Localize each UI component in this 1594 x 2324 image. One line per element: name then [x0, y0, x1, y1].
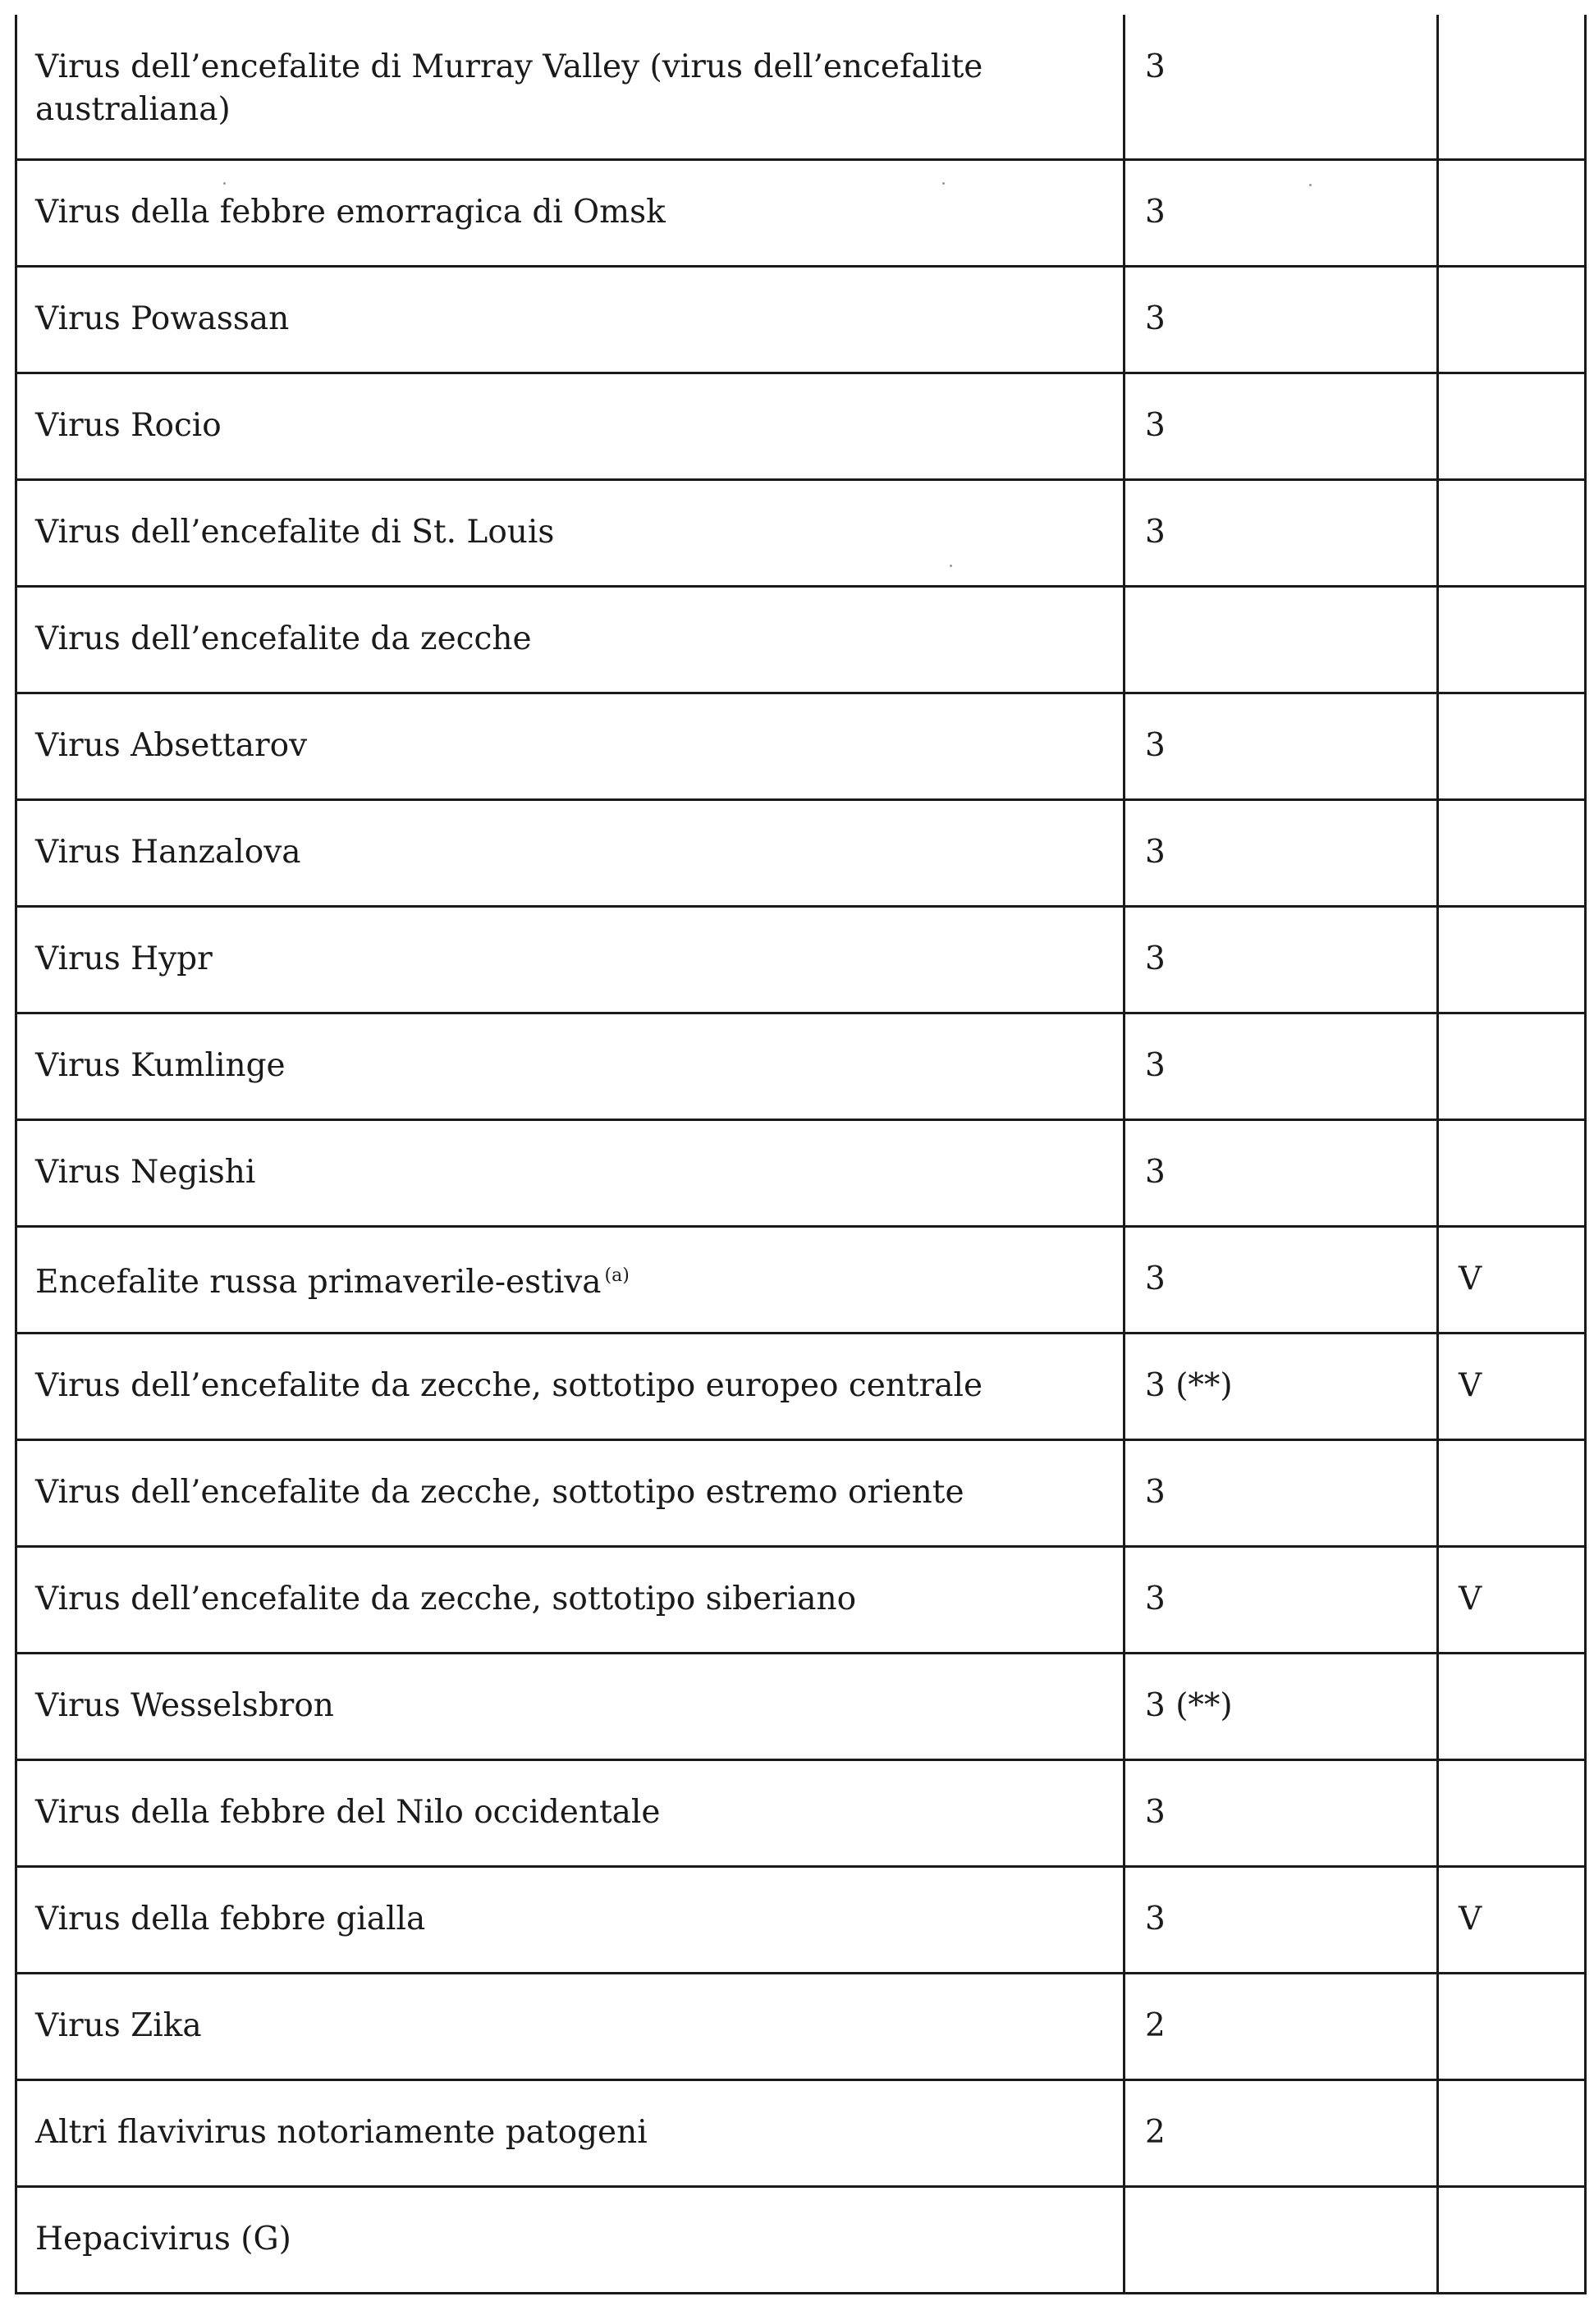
table-row — [16, 1013, 1586, 1119]
table-row — [16, 1973, 1586, 2079]
risk-group: 3 — [1125, 159, 1438, 266]
table-row — [16, 1759, 1586, 1866]
risk-group: 3 — [1125, 1119, 1438, 1226]
risk-group — [1125, 586, 1438, 693]
table-row — [16, 693, 1586, 799]
agent-name: Virus della febbre del Nilo occidentale — [16, 1759, 1125, 1866]
table-row — [16, 1439, 1586, 1546]
agent-name: Virus dell’encefalite da zecche, sottotipo europeo centrale — [16, 1333, 1125, 1439]
risk-group: 3 — [1125, 1226, 1438, 1333]
vaccine-mark — [1438, 1439, 1586, 1546]
vaccine-mark — [1438, 2079, 1586, 2186]
table-row — [16, 799, 1586, 906]
risk-group: 3 (**) — [1125, 1333, 1438, 1439]
table-row — [16, 2079, 1586, 2186]
agent-name: Virus Wesselsbron — [16, 1653, 1125, 1759]
table-row — [16, 1546, 1586, 1653]
vaccine-mark — [1438, 693, 1586, 799]
vaccine-mark — [1438, 159, 1586, 266]
table-row — [16, 1119, 1586, 1226]
risk-group: 3 — [1125, 1546, 1438, 1653]
vaccine-mark — [1438, 266, 1586, 373]
table-row — [16, 479, 1586, 586]
vaccine-mark — [1438, 2186, 1586, 2293]
table-row — [16, 1226, 1586, 1333]
agent-name: Virus dell’encefalite da zecche — [16, 586, 1125, 693]
agent-name: Virus Absettarov — [16, 693, 1125, 799]
vaccine-mark — [1438, 586, 1586, 693]
vaccine-mark — [1438, 1759, 1586, 1866]
agent-name: Virus Hanzalova — [16, 799, 1125, 906]
table-row — [16, 373, 1586, 479]
table-row — [16, 586, 1586, 693]
risk-group — [1125, 2186, 1438, 2293]
agent-name: Virus Negishi — [16, 1119, 1125, 1226]
agent-name-text: Virus dell’encefalite di Murray Valley (virus dell’encefalite australiana) — [35, 48, 983, 128]
scan-speck — [942, 182, 945, 185]
vaccine-mark — [1438, 479, 1586, 586]
agent-name: Virus Rocio — [16, 373, 1125, 479]
risk-group: 3 — [1125, 1866, 1438, 1973]
agent-name — [16, 1226, 1125, 1333]
table-row — [16, 1866, 1586, 1973]
risk-group: 2 — [1125, 2079, 1438, 2186]
vaccine-mark — [1438, 799, 1586, 906]
risk-group: 3 — [1125, 693, 1438, 799]
agent-name: Altri flavivirus notoriamente patogeni — [16, 2079, 1125, 2186]
agent-name: Virus dell’encefalite da zecche, sottotipo estremo oriente — [16, 1439, 1125, 1546]
vaccine-mark — [1438, 15, 1586, 159]
vaccine-mark — [1438, 1653, 1586, 1759]
vaccine-mark: V — [1438, 1333, 1586, 1439]
table-row — [16, 1653, 1586, 1759]
risk-group: 2 — [1125, 1973, 1438, 2079]
agent-name: Virus Kumlinge — [16, 1013, 1125, 1119]
risk-group: 3 (**) — [1125, 1653, 1438, 1759]
virus-classification-table — [15, 15, 1587, 2294]
vaccine-mark — [1438, 1973, 1586, 2079]
risk-group: 3 — [1125, 799, 1438, 906]
scan-speck — [950, 565, 952, 567]
risk-group: 3 — [1125, 266, 1438, 373]
vaccine-mark — [1438, 373, 1586, 479]
agent-name: Virus dell’encefalite di St. Louis — [16, 479, 1125, 586]
agent-name: Virus dell’encefalite da zecche, sottotipo siberiano — [16, 1546, 1125, 1653]
risk-group: 3 — [1125, 1439, 1438, 1546]
risk-group: 3 — [1125, 1013, 1438, 1119]
table-row — [16, 266, 1586, 373]
agent-name: Virus della febbre emorragica di Omsk — [16, 159, 1125, 266]
scan-speck — [223, 182, 226, 185]
vaccine-mark: V — [1438, 1866, 1586, 1973]
vaccine-mark — [1438, 1119, 1586, 1226]
table-row — [16, 906, 1586, 1013]
scan-speck — [1309, 184, 1312, 186]
agent-name: Virus della febbre gialla — [16, 1866, 1125, 1973]
vaccine-mark — [1438, 1013, 1586, 1119]
agent-name-text: Encefalite russa primaverile-estiva — [35, 1264, 602, 1301]
risk-group: 3 — [1125, 15, 1438, 159]
table-row — [16, 1333, 1586, 1439]
agent-name: Virus Hypr — [16, 906, 1125, 1013]
agent-name: Virus Zika — [16, 1973, 1125, 2079]
vaccine-mark: V — [1438, 1226, 1586, 1333]
risk-group: 3 — [1125, 906, 1438, 1013]
vaccine-mark: V — [1438, 1546, 1586, 1653]
agent-name: Hepacivirus (G) — [16, 2186, 1125, 2293]
table-row — [16, 2186, 1586, 2293]
risk-group: 3 — [1125, 479, 1438, 586]
vaccine-mark — [1438, 906, 1586, 1013]
footnote-marker: (a) — [604, 1265, 630, 1286]
table-row — [16, 15, 1586, 159]
risk-group: 3 — [1125, 373, 1438, 479]
agent-name: Virus Powassan — [16, 266, 1125, 373]
table-row — [16, 159, 1586, 266]
agent-name — [16, 15, 1125, 159]
risk-group: 3 — [1125, 1759, 1438, 1866]
